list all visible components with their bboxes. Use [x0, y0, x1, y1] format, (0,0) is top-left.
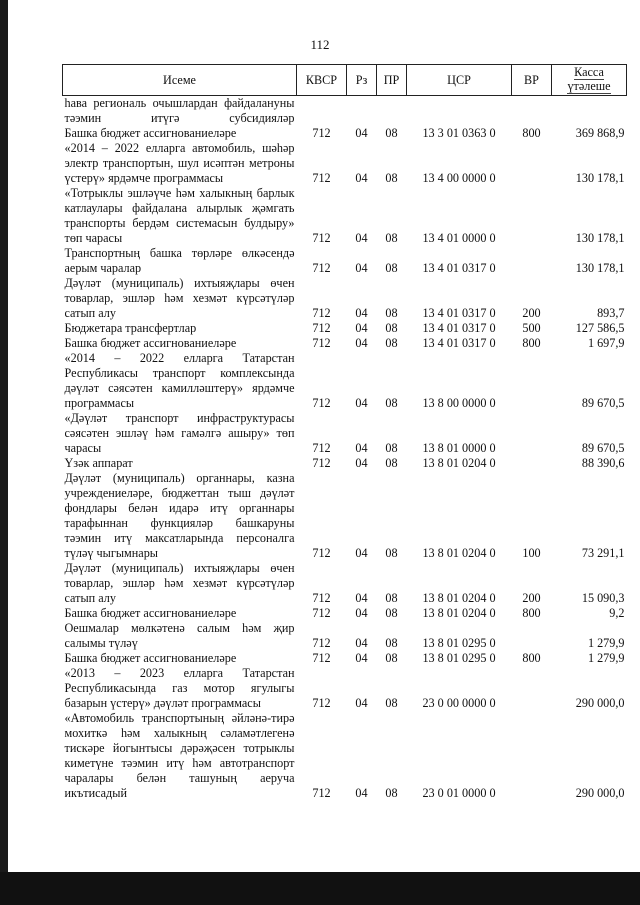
row-pr: 08	[385, 396, 398, 410]
header-kassa-line2: үтәлеше	[567, 79, 611, 93]
row-vr: 800	[522, 651, 541, 665]
row-vr: 500	[522, 321, 541, 335]
row-csr: 13 4 01 0317 0	[422, 321, 496, 335]
row-vr	[512, 96, 552, 127]
scan-left-edge	[0, 0, 8, 905]
row-amount: 130 178,1	[575, 171, 625, 185]
row-amount: 89 670,5	[581, 441, 625, 455]
row-csr: 13 4 01 0317 0	[422, 336, 496, 350]
row-name: Дәүләт (муниципаль) ихтыяҗлары өчен товарлар, эшләр һәм хезмәт күрсәтүләр сатып алу	[64, 276, 295, 320]
row-kvsr: 712	[312, 546, 331, 560]
row-pr: 08	[385, 546, 398, 560]
row-kvsr: 712	[312, 651, 331, 665]
row-name: Башка бюджет ассигнованиеләре	[64, 651, 237, 665]
row-name: «Тотрыклы эшләүче һәм халыкның барлык катлаулары файдалана алырлык җәмгать транспорты бердәм системасын булдыру» төп чарасы	[64, 186, 295, 245]
row-kvsr: 712	[312, 456, 331, 470]
row-rz: 04	[355, 336, 368, 350]
row-rz: 04	[355, 321, 368, 335]
row-name: «Автомобиль транспортының әйләнә-тирә мохиткә һәм халыкның сәламәтлегенә тискәре йогынтысы дәрәҗәсен тотрыклы киметүне тәэмин итү һәм автотранспорт чаралары белән ташуның аеруча икътисадый	[64, 711, 295, 800]
row-vr: 800	[522, 606, 541, 620]
header-pr: ПР	[377, 65, 407, 96]
row-csr: 13 4 01 0317 0	[422, 306, 496, 320]
table-row	[63, 276, 627, 321]
row-kvsr: 712	[312, 786, 331, 800]
budget-table	[62, 64, 627, 801]
row-kvsr: 712	[312, 336, 331, 350]
row-amount	[552, 96, 627, 127]
row-csr: 13 8 01 0295 0	[422, 651, 496, 665]
row-kvsr: 712	[312, 606, 331, 620]
row-csr: 13 8 01 0204 0	[422, 591, 496, 605]
row-pr: 08	[385, 591, 398, 605]
row-vr: 200	[522, 306, 541, 320]
row-pr: 08	[385, 696, 398, 710]
table-row	[63, 141, 627, 186]
row-kvsr: 712	[312, 441, 331, 455]
table-row	[63, 651, 627, 666]
row-rz: 04	[355, 651, 368, 665]
row-csr: 13 4 00 0000 0	[422, 171, 496, 185]
row-amount: 290 000,0	[575, 786, 625, 800]
row-csr: 13 8 01 0204 0	[422, 546, 496, 560]
row-vr	[512, 711, 552, 801]
row-name: «Дәүләт транспорт инфраструктурасы сәясәтен эшләү һәм гамәлгә ашыру» төп чарасы	[64, 411, 295, 455]
row-rz: 04	[355, 636, 368, 650]
row-csr: 13 8 01 0204 0	[422, 606, 496, 620]
row-name: Үзәк аппарат	[64, 456, 133, 470]
row-rz: 04	[355, 126, 368, 140]
row-rz: 04	[355, 606, 368, 620]
row-vr	[512, 351, 552, 411]
row-csr: 13 8 01 0295 0	[422, 636, 496, 650]
header-kassa-line1: Касса	[574, 65, 604, 79]
row-pr: 08	[385, 336, 398, 350]
header-vr: ВР	[512, 65, 552, 96]
table-row	[63, 621, 627, 651]
row-amount: 15 090,3	[581, 591, 625, 605]
row-csr: 13 3 01 0363 0	[422, 126, 496, 140]
row-amount: 130 178,1	[575, 231, 625, 245]
table-header-row	[63, 65, 627, 96]
row-kvsr: 712	[312, 696, 331, 710]
row-kvsr: 712	[312, 591, 331, 605]
row-rz	[347, 96, 377, 127]
table-row	[63, 561, 627, 606]
table-row	[63, 456, 627, 471]
row-kvsr: 712	[312, 636, 331, 650]
row-name: Транспортның башка төрләре өлкәсендә аерым чаралар	[64, 246, 295, 275]
row-pr: 08	[385, 126, 398, 140]
row-amount: 1 279,9	[587, 636, 625, 650]
row-csr	[407, 96, 512, 127]
row-csr: 23 0 00 0000 0	[422, 696, 496, 710]
row-vr	[512, 456, 552, 471]
row-rz: 04	[355, 456, 368, 470]
row-vr: 100	[522, 546, 541, 560]
row-vr: 200	[522, 591, 541, 605]
row-rz: 04	[355, 546, 368, 560]
row-name: Башка бюджет ассигнованиеләре	[64, 606, 237, 620]
header-name: Исеме	[63, 65, 297, 96]
row-amount: 88 390,6	[581, 456, 625, 470]
row-amount: 369 868,9	[575, 126, 625, 140]
row-kvsr: 712	[312, 396, 331, 410]
row-vr	[512, 621, 552, 651]
row-pr: 08	[385, 321, 398, 335]
row-kvsr: 712	[312, 306, 331, 320]
row-vr	[512, 141, 552, 186]
row-name: Дәүләт (муниципаль) органнары, казна учреждениеләре, бюджеттан тыш дәүләт фондлары белән идарә итү органнары тарафыннан функцияләр башкаруны тәэмин итү максатларында персоналга түләү чыгымнары	[64, 471, 295, 560]
row-pr: 08	[385, 261, 398, 275]
row-name: Оешмалар мөлкәтенә салым һәм җир салымы түләү	[64, 621, 295, 650]
row-pr: 08	[385, 306, 398, 320]
row-name: «2014 – 2022 елларга автомобиль, шәһәр электр транспортын, шул исәптән метроны үстерү» ярдәмче программасы	[64, 141, 295, 185]
header-rz: Рз	[347, 65, 377, 96]
row-amount: 73 291,1	[581, 546, 625, 560]
row-rz: 04	[355, 441, 368, 455]
table-row	[63, 351, 627, 411]
table-row	[63, 411, 627, 456]
row-kvsr: 712	[312, 231, 331, 245]
row-rz: 04	[355, 231, 368, 245]
row-pr: 08	[385, 636, 398, 650]
row-amount: 1 697,9	[587, 336, 625, 350]
row-name: Башка бюджет ассигнованиеләре	[64, 126, 237, 140]
table-body	[63, 96, 627, 802]
row-name: Бюджетара трансфертлар	[64, 321, 197, 335]
row-rz: 04	[355, 306, 368, 320]
row-csr: 13 8 00 0000 0	[422, 396, 496, 410]
header-kassa	[552, 65, 627, 96]
row-rz: 04	[355, 591, 368, 605]
row-csr: 23 0 01 0000 0	[422, 786, 496, 800]
row-csr: 13 8 01 0204 0	[422, 456, 496, 470]
row-amount: 89 670,5	[581, 396, 625, 410]
table-row	[63, 321, 627, 336]
row-amount: 9,2	[609, 606, 625, 620]
table-row	[63, 246, 627, 276]
row-name: «2014 – 2022 елларга Татарстан Республикасы транспорт комплексында дәүләт сәясәтен камилләштерү» ярдәмче программасы	[64, 351, 295, 410]
row-kvsr	[297, 96, 347, 127]
row-amount: 127 586,5	[575, 321, 625, 335]
row-name: һава региональ очышлардан файдалануны тәэмин итүгә субсидияләр	[64, 96, 295, 125]
row-rz: 04	[355, 171, 368, 185]
row-pr: 08	[385, 171, 398, 185]
row-amount: 893,7	[597, 306, 625, 320]
table-row	[63, 96, 627, 127]
row-pr: 08	[385, 231, 398, 245]
row-pr	[377, 96, 407, 127]
table-row	[63, 336, 627, 351]
scan-bottom-edge	[0, 872, 640, 905]
row-pr: 08	[385, 606, 398, 620]
row-kvsr: 712	[312, 171, 331, 185]
row-pr: 08	[385, 786, 398, 800]
row-rz: 04	[355, 696, 368, 710]
row-vr: 800	[522, 336, 541, 350]
row-csr: 13 4 01 0317 0	[422, 261, 496, 275]
row-vr: 800	[522, 126, 541, 140]
row-name: Башка бюджет ассигнованиеләре	[64, 336, 237, 350]
row-vr	[512, 246, 552, 276]
table-row	[63, 126, 627, 141]
row-amount: 1 279,9	[587, 651, 625, 665]
row-name: Дәүләт (муниципаль) ихтыяҗлары өчен товарлар, эшләр һәм хезмәт күрсәтүләр сатып алу	[64, 561, 295, 605]
page-number: 112	[310, 37, 330, 52]
row-vr	[512, 666, 552, 711]
table-row	[63, 606, 627, 621]
row-csr: 13 4 01 0000 0	[422, 231, 496, 245]
row-rz: 04	[355, 786, 368, 800]
row-pr: 08	[385, 441, 398, 455]
header-kvsr: КВСР	[297, 65, 347, 96]
row-kvsr: 712	[312, 321, 331, 335]
row-kvsr: 712	[312, 261, 331, 275]
row-name: «2013 – 2023 елларга Татарстан Республикасында газ мотор ягулыгы базарын үстерү» дәүләт программасы	[64, 666, 295, 710]
row-rz: 04	[355, 396, 368, 410]
row-amount: 290 000,0	[575, 696, 625, 710]
table-row	[63, 711, 627, 801]
header-csr: ЦСР	[407, 65, 512, 96]
table-row	[63, 186, 627, 246]
row-pr: 08	[385, 456, 398, 470]
row-kvsr: 712	[312, 126, 331, 140]
table-row	[63, 471, 627, 561]
table-row	[63, 666, 627, 711]
row-vr	[512, 411, 552, 456]
row-pr: 08	[385, 651, 398, 665]
row-rz: 04	[355, 261, 368, 275]
row-vr	[512, 186, 552, 246]
row-csr: 13 8 01 0000 0	[422, 441, 496, 455]
row-amount: 130 178,1	[575, 261, 625, 275]
